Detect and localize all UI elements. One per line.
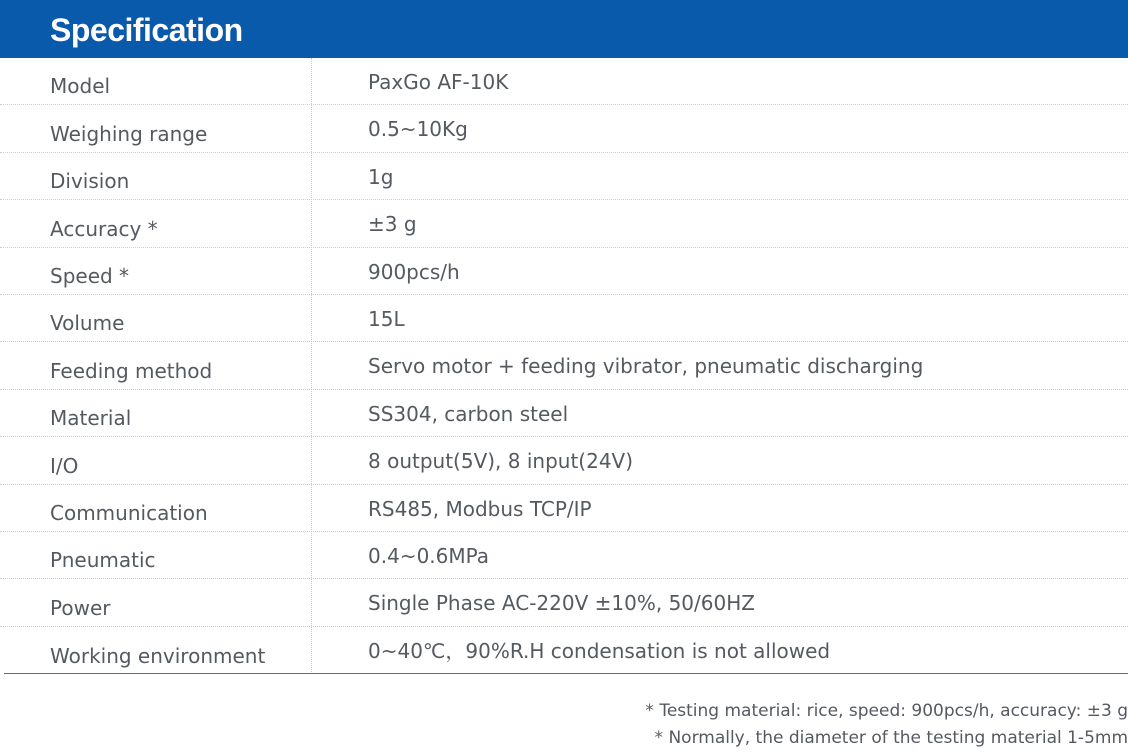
spec-header-bar: [0, 0, 1128, 58]
spec-value: 900pcs/h: [368, 259, 460, 284]
table-bottom-rule: [4, 673, 1128, 674]
spec-value: 0~40℃，90%R.H condensation is not allowed: [368, 638, 831, 663]
spec-label: Power: [50, 595, 111, 620]
spec-value: 8 output(5V), 8 input(24V): [368, 449, 634, 474]
spec-label: Division: [50, 169, 130, 194]
spec-row-communication: [0, 485, 1128, 532]
spec-value: 15L: [368, 307, 405, 331]
spec-row-weighing-range: [0, 105, 1128, 152]
spec-value: Single Phase AC-220V ±10%, 50/60HZ: [368, 591, 755, 616]
spec-label: Communication: [50, 500, 208, 525]
spec-value: RS485, Modbus TCP/IP: [368, 496, 592, 521]
spec-row-volume: [0, 295, 1128, 342]
footnote-diameter: * Normally, the diameter of the testing material 1-5mm: [654, 728, 1128, 748]
spec-value: SS304, carbon steel: [368, 401, 569, 426]
spec-label: Volume: [50, 311, 125, 336]
spec-row-accuracy: [0, 200, 1128, 247]
spec-row-division: [0, 153, 1128, 200]
spec-row-io: [0, 437, 1128, 484]
spec-value: Servo motor + feeding vibrator, pneumatic discharging: [368, 354, 924, 379]
page-title: Specification: [50, 12, 243, 48]
spec-row-working-environment: [0, 627, 1128, 674]
spec-label: Model: [50, 74, 111, 99]
spec-label: I/O: [50, 453, 79, 478]
spec-row-pneumatic: [0, 532, 1128, 579]
spec-table: [0, 58, 1128, 674]
spec-value: 1g: [368, 164, 394, 189]
spec-row-model: [0, 58, 1128, 105]
spec-value: 0.5~10Kg: [368, 117, 468, 142]
spec-label: Accuracy *: [50, 216, 158, 241]
spec-row-power: [0, 579, 1128, 626]
spec-label: Feeding method: [50, 358, 213, 383]
spec-row-material: [0, 390, 1128, 437]
spec-value: PaxGo AF-10K: [368, 70, 509, 94]
spec-label: Weighing range: [50, 121, 208, 146]
spec-row-speed: [0, 248, 1128, 295]
spec-label: Working environment: [50, 644, 266, 669]
spec-row-feeding-method: [0, 342, 1128, 389]
spec-label: Speed *: [50, 263, 130, 288]
spec-label: Pneumatic: [50, 548, 156, 573]
spec-value: ±3 g: [368, 212, 417, 237]
spec-value: 0.4~0.6MPa: [368, 544, 490, 568]
footnote-testing-material: * Testing material: rice, speed: 900pcs/h, accuracy: ±3 g: [645, 701, 1128, 721]
spec-label: Material: [50, 406, 132, 431]
